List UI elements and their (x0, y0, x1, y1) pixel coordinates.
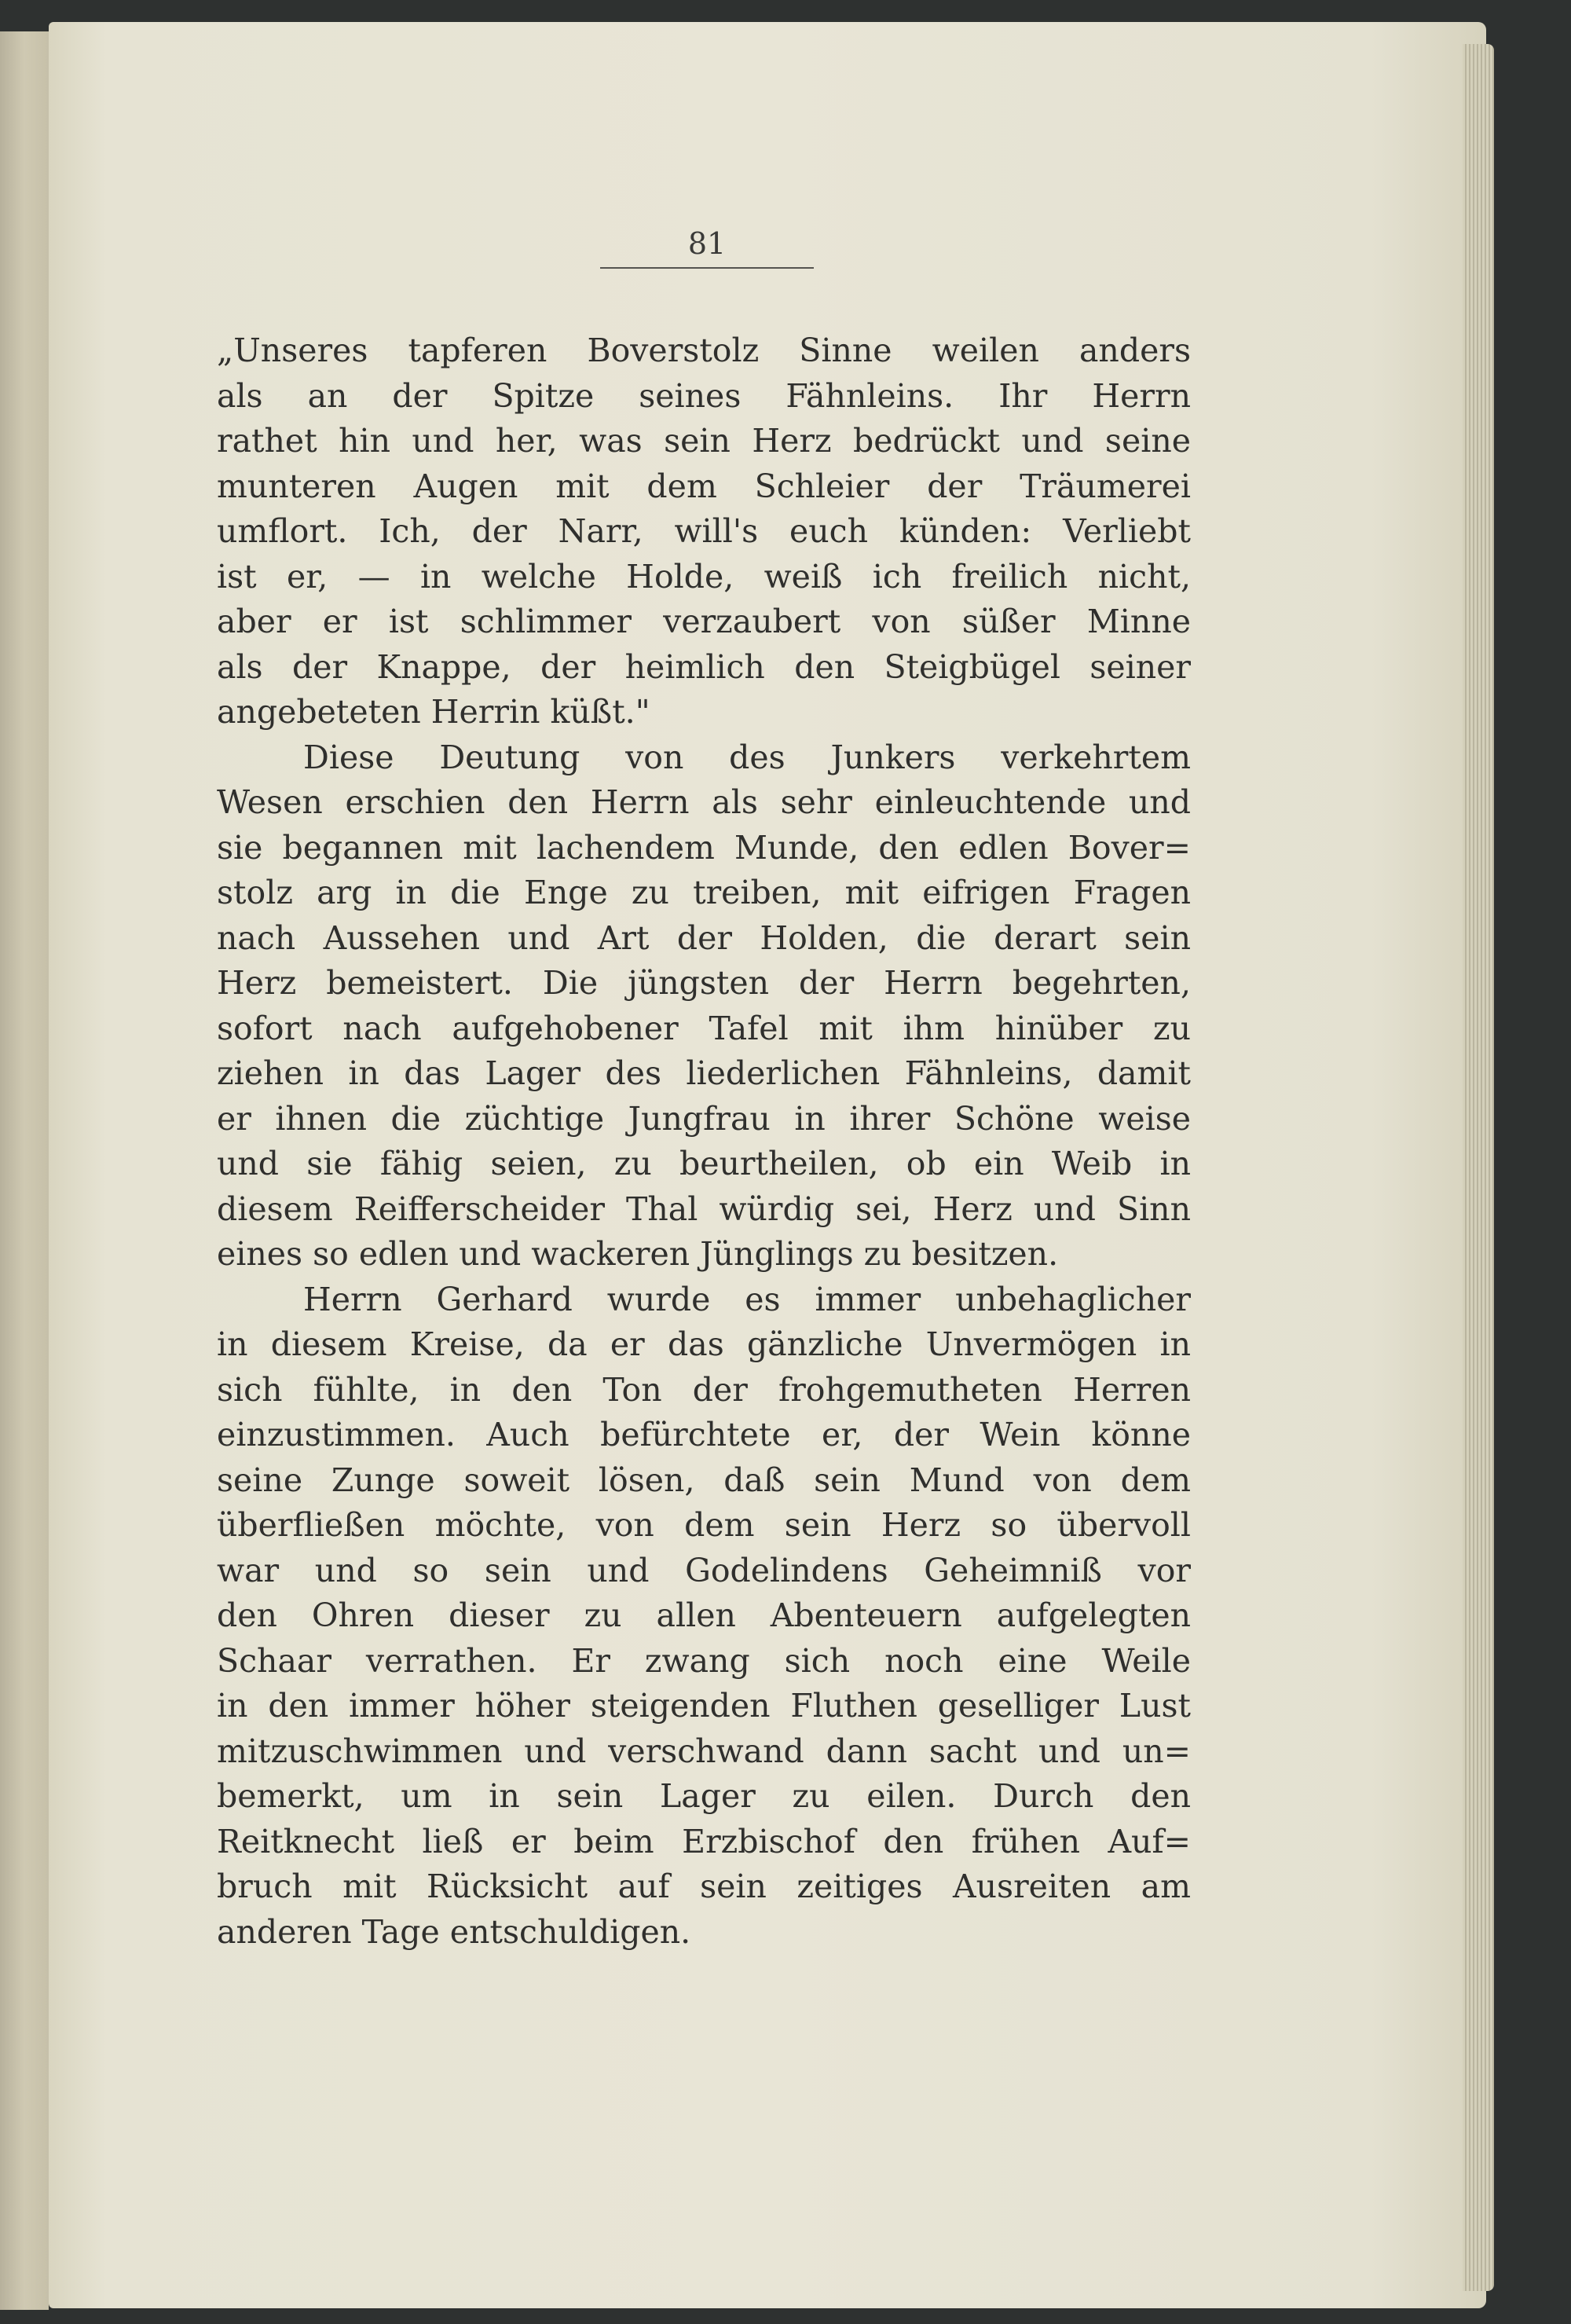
page-stack-edge (1463, 44, 1494, 2291)
text-line: sie begannen mit lachendem Munde, den edlen Bover= (217, 828, 1191, 867)
text-line: Wesen erschien den Herrn als sehr einleuchtende und (217, 783, 1191, 821)
header-rule (600, 267, 814, 269)
text-line: rathet hin und her, was sein Herz bedrückt und seine (217, 422, 1191, 460)
text-line: er ihnen die züchtige Jungfrau in ihrer Schöne weise (217, 1099, 1191, 1138)
text-line: ziehen in das Lager des liederlichen Fähnleins, damit (217, 1054, 1191, 1092)
text-line: munteren Augen mit dem Schleier der Träumerei (217, 467, 1191, 505)
text-line: als an der Spitze seines Fähnleins. Ihr Herrn (217, 376, 1191, 415)
text-line: Herrn Gerhard wurde es immer unbehaglicher (303, 1280, 1191, 1318)
text-line: den Ohren dieser zu allen Abenteuern aufgelegten (217, 1596, 1191, 1634)
text-line: überfließen möchte, von dem sein Herz so übervoll (217, 1506, 1191, 1544)
text-line: Schaar verrathen. Er zwang sich noch eine Weile (217, 1641, 1191, 1680)
facing-page-edge (0, 31, 49, 2310)
text-line: ist er, — in welche Holde, weiß ich freilich nicht, (217, 557, 1191, 596)
body-text (217, 328, 1191, 1955)
text-line: mitzuschwimmen und verschwand dann sacht und un= (217, 1732, 1191, 1770)
text-line: Herz bemeistert. Die jüngsten der Herrn begehrten, (217, 964, 1191, 1002)
text-line: bruch mit Rücksicht auf sein zeitiges Ausreiten am (217, 1868, 1191, 1905)
text-line: Diese Deutung von des Junkers verkehrtem (303, 738, 1191, 776)
text-line: „Unseres tapferen Boverstolz Sinne weilen anders (217, 332, 1191, 369)
text-line: war und so sein und Godelindens Geheimniß vor (217, 1551, 1191, 1589)
text-line: seine Zunge soweit lösen, daß sein Mund von dem (217, 1461, 1191, 1499)
text-line: sich fühlte, in den Ton der frohgemutheten Herren (217, 1370, 1191, 1409)
text-line: einzustimmen. Auch befürchtete er, der Wein könne (217, 1416, 1191, 1453)
text-line: in diesem Kreise, da er das gänzliche Unvermögen in (217, 1325, 1191, 1363)
text-line: umflort. Ich, der Narr, will's euch künden: Verliebt (217, 512, 1191, 550)
text-line: bemerkt, um in sein Lager zu eilen. Durch den (217, 1777, 1191, 1815)
page-header (600, 225, 814, 269)
text-line: anderen Tage entschuldigen. (217, 1912, 691, 1951)
text-line: angebeteten Herrin küßt." (217, 693, 650, 731)
text-line: nach Aussehen und Art der Holden, die derart sein (217, 918, 1191, 957)
text-line: und sie fähig seien, zu beurtheilen, ob ein Weib in (217, 1145, 1191, 1182)
text-line: stolz arg in die Enge zu treiben, mit eifrigen Fragen (217, 874, 1191, 911)
text-line: als der Knappe, der heimlich den Steigbügel seiner (217, 647, 1191, 686)
page-number: 81 (687, 226, 727, 261)
text-line: aber er ist schlimmer verzaubert von süßer Minne (217, 603, 1191, 640)
text-line: eines so edlen und wackeren Jünglings zu besitzen. (217, 1235, 1059, 1273)
text-line: Reitknecht ließ er beim Erzbischof den frühen Auf= (217, 1822, 1191, 1860)
text-line: in den immer höher steigenden Fluthen geselliger Lust (217, 1687, 1191, 1725)
text-line: sofort nach aufgehobener Tafel mit ihm hinüber zu (217, 1009, 1191, 1047)
text-line: diesem Reifferscheider Thal würdig sei, Herz und Sinn (217, 1189, 1191, 1228)
